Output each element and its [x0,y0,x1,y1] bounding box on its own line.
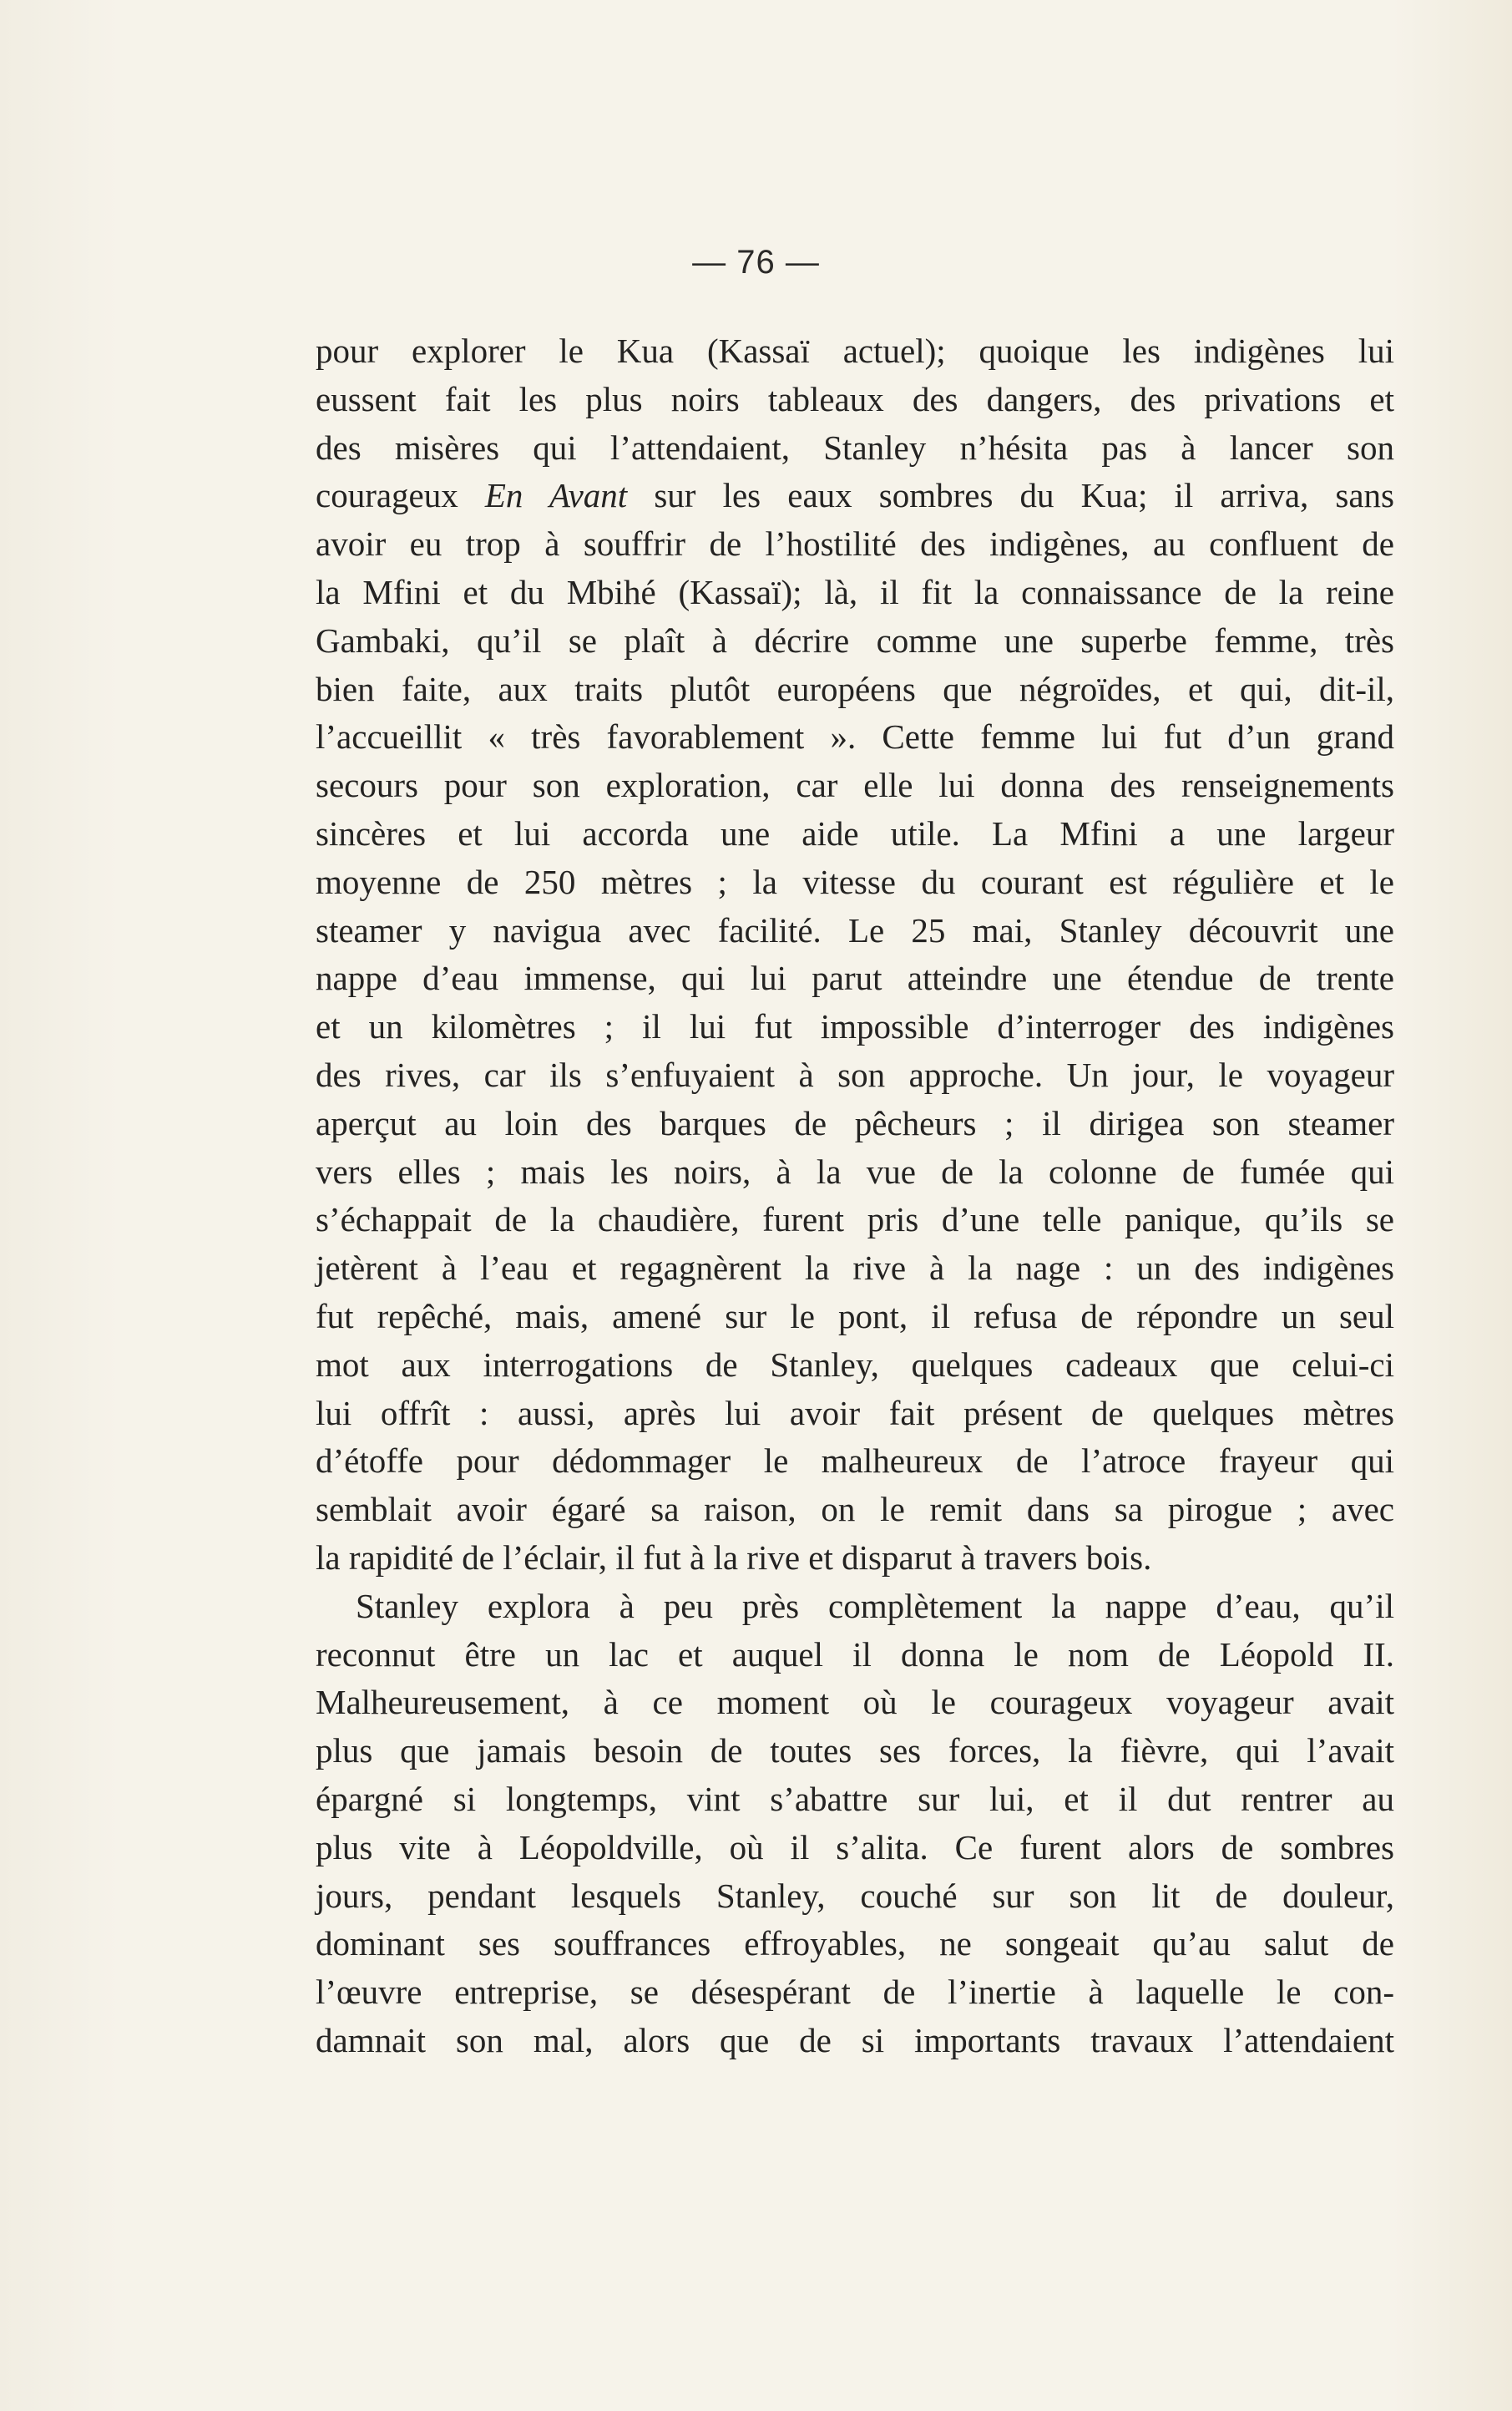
text-line: épargné si longtemps, vint s’abattre sur lui, et il dut rentrer au [316,1779,1394,1818]
text-line: et un kilomètres ; il lui fut impossible d’interroger des indigènes [316,1007,1394,1046]
text-line: reconnut être un lac et auquel il donna le nom de Léopold II. [316,1634,1394,1674]
text-line: avoir eu trop à souffrir de l’hostilité des indigènes, au confluent de [316,524,1394,564]
text-line: dominant ses souffrances effroyables, ne songeait qu’au salut de [316,1924,1394,1963]
boat-name: En Avant [484,476,628,515]
text-line: eussent fait les plus noirs tableaux des dangers, des privations et [316,379,1394,418]
text-line: des misères qui l’attendaient, Stanley n’hésita pas à lancer son [316,428,1394,467]
paragraph-1 [316,327,1394,1583]
text-line: fut repêché, mais, amené sur le pont, il refusa de répondre un seul [316,1296,1394,1335]
text-line: aperçut au loin des barques de pêcheurs ; il dirigea son steamer [316,1103,1394,1142]
text-line: damnait son mal, alors que de si importants travaux l’attendaient [316,2020,1394,2059]
text-line: plus que jamais besoin de toutes ses forces, la fièvre, qui l’avait [316,1731,1394,1770]
text-line: Malheureusement, à ce moment où le courageux voyageur avait [316,1683,1394,1722]
text-line: sincères et lui accorda une aide utile. La Mfini a une largeur [316,813,1394,853]
text-line: d’étoffe pour dédommager le malheureux de l’atroce frayeur qui [316,1441,1394,1481]
paragraph-2 [316,1583,1394,2065]
text-line: lui offrît : aussi, après lui avoir fait présent de quelques mètres [316,1393,1394,1432]
text-line: pour explorer le Kua (Kassaï actuel); quoique les indigènes lui [316,332,1394,370]
text-line: semblait avoir égaré sa raison, on le remit dans sa pirogue ; avec [316,1490,1394,1529]
text-line: Stanley explora à peu près complètement la nappe d’eau, qu’il [356,1586,1394,1625]
text-line: secours pour son exploration, car elle lui donna des renseignements [316,766,1394,805]
text-line: bien faite, aux traits plutôt européens que négroïdes, et qui, dit-il, [316,669,1394,708]
text-line: jours, pendant lesquels Stanley, couché sur son lit de douleur, [316,1876,1394,1915]
page-number: — 76 — [692,244,820,281]
text-line: l’accueillit « très favorablement ». Cette femme lui fut d’un grand [316,717,1394,757]
text-line: nappe d’eau immense, qui lui parut atteindre une étendue de trente [316,959,1394,998]
text-line: vers elles ; mais les noirs, à la vue de la colonne de fumée qui [316,1152,1394,1191]
text-line: mot aux interrogations de Stanley, quelques cadeaux que celui-ci [316,1345,1394,1384]
text-line: moyenne de 250 mètres ; la vitesse du courant est régulière et le [316,862,1394,901]
body-text [316,327,1394,2065]
text-line: la Mfini et du Mbihé (Kassaï); là, il fit la connaissance de la reine [316,572,1394,611]
text-line: steamer y navigua avec facilité. Le 25 mai, Stanley découvrit une [316,910,1394,950]
text-line: Gambaki, qu’il se plaît à décrire comme une superbe femme, très [316,620,1394,660]
line-text-after: sur les eaux sombres du Kua; il arriva, sans [627,476,1395,515]
line-text-before: courageux [316,476,485,515]
text-line: l’œuvre entreprise, se désespérant de l’inertie à laquelle le con- [316,1973,1394,2012]
text-line: s’échappait de la chaudière, furent pris d’une telle panique, qu’ils se [316,1200,1394,1239]
text-line: plus vite à Léopoldville, où il s’alita. Ce furent alors de sombres [316,1827,1394,1866]
text-line: la rapidité de l’éclair, il fut à la rive et disparut à travers bois. [316,1537,1152,1577]
text-line [316,472,1394,520]
text-line: jetèrent à l’eau et regagnèrent la rive à la nage : un des indigènes [316,1249,1394,1288]
text-line: des rives, car ils s’enfuyaient à son approche. Un jour, le voyageur [316,1055,1394,1094]
